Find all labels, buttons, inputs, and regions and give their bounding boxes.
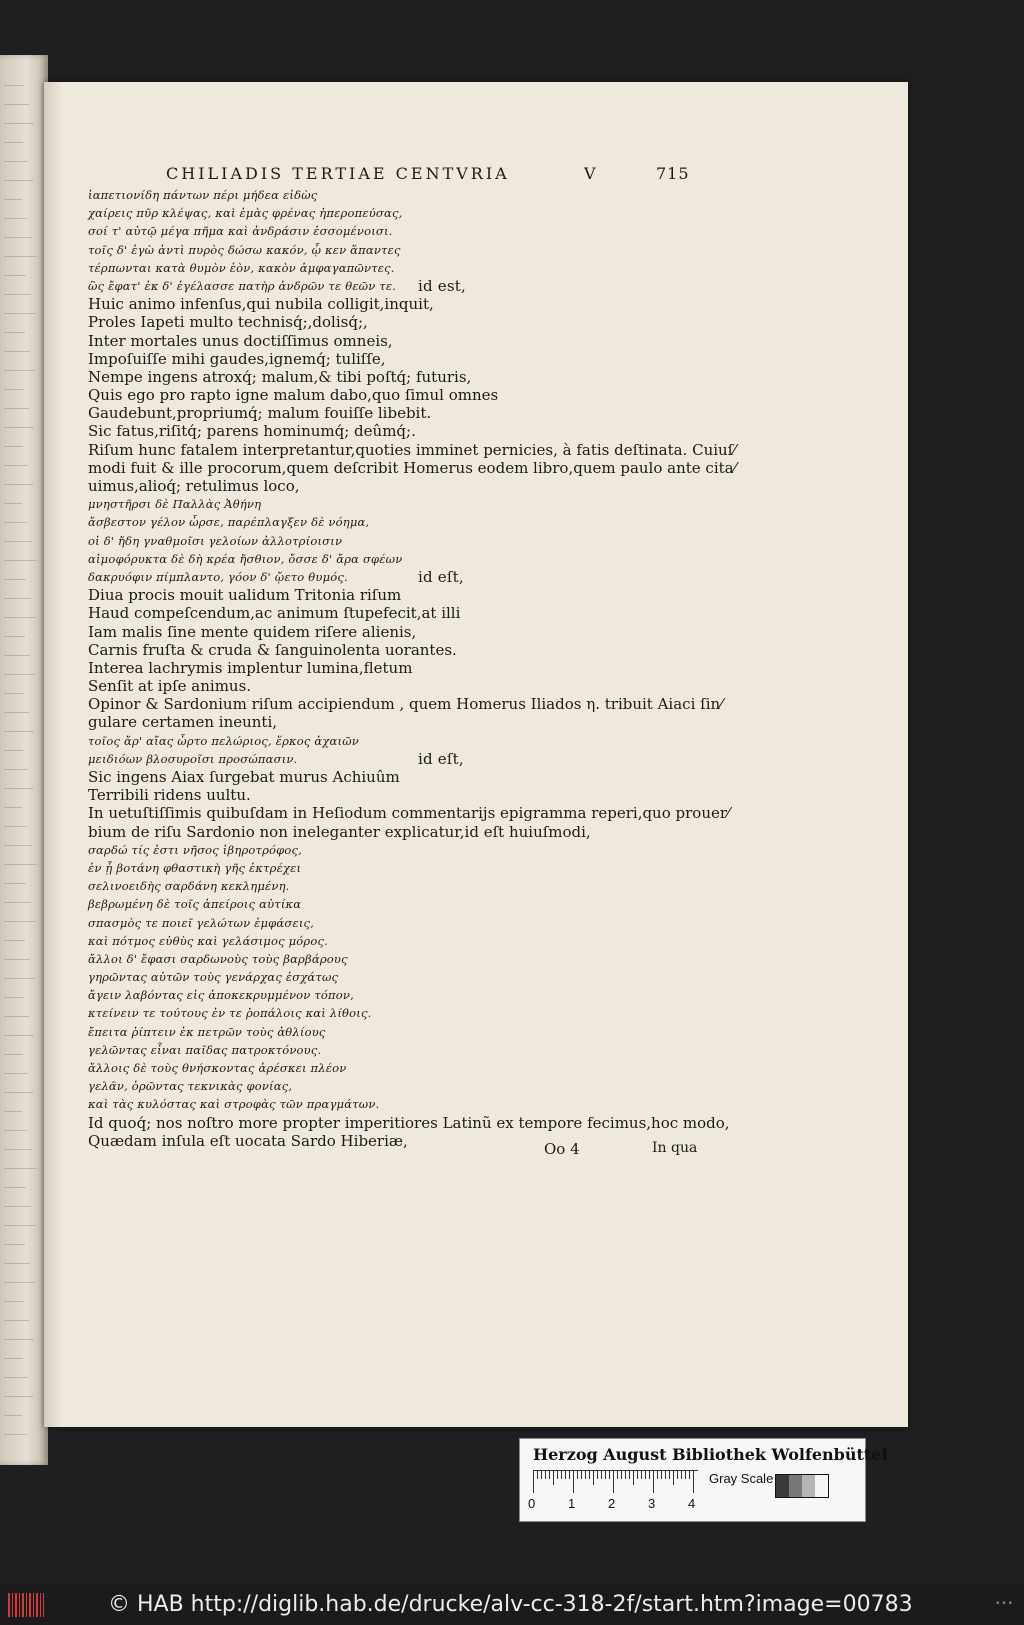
greek-verse-line (88, 513, 728, 531)
gray-scale-swatch (775, 1474, 829, 1498)
ruler-tick (633, 1471, 634, 1485)
line-text: Huic animo infenſus,qui nubila colligit,inquit, (88, 295, 434, 314)
bleed-through-line (4, 560, 37, 561)
line-text: ἐν ᾗ βοτάνη φθαστικὴ γῆς ἐκτρέχει (88, 860, 302, 875)
line-text: modi fuit & ille procorum,quem deſcribit Homerus eodem libro,quem paulo ante cita⁄ (88, 458, 737, 477)
running-head (44, 164, 908, 188)
line-text: Interea lachrymis implentur lumina,fletum (88, 658, 413, 677)
ruler-number: 0 (528, 1496, 536, 1511)
ruler-tick (537, 1471, 538, 1479)
greek-verse-line (88, 568, 728, 586)
running-head-title: CHILIADIS TERTIAE CENTVRIA (166, 164, 510, 183)
latin-text-line (88, 623, 728, 641)
bleed-through-line (4, 997, 24, 998)
signature-mark: Oo 4 (544, 1140, 580, 1158)
bleed-through-line (4, 427, 34, 428)
page-number: 715 (656, 164, 690, 183)
ruler-tick (545, 1471, 546, 1479)
line-text: Sic ingens Aiax ſurgebat murus Achiuûm (88, 768, 400, 786)
ruler-tick (593, 1471, 594, 1485)
bleed-through-line (4, 332, 25, 333)
greek-verse-line (88, 895, 728, 913)
latin-text-line (88, 477, 728, 495)
line-text: Inter mortales unus doctiſſimus omneis, (88, 331, 393, 350)
bleed-through-line (4, 465, 28, 466)
ruler-tick (605, 1471, 606, 1479)
ruler-tick (681, 1471, 682, 1479)
line-text: σελινοειδὴς σαρδάνη κεκλημένη. (88, 879, 290, 894)
bleed-through-line (4, 617, 36, 618)
ruler-tick (661, 1471, 662, 1479)
greek-verse-line (88, 950, 728, 968)
line-text: καὶ τὰς κυλόστας καὶ στροφὰς τῶν πραγμάτων. (88, 1097, 380, 1112)
bleed-through-line (4, 1073, 28, 1074)
greek-verse-line (88, 1004, 728, 1022)
bleed-through-line (4, 180, 33, 181)
latin-text-line (88, 804, 728, 822)
id-est-note: id est, (418, 276, 466, 295)
greek-verse-line (88, 968, 728, 986)
line-text: καὶ πότμος εὐθὺς καὶ γελάσιμος μόρος. (88, 933, 328, 948)
bleed-through-line (4, 655, 30, 656)
greek-verse-line (88, 259, 728, 277)
greek-verse-line (88, 932, 728, 950)
ruler-tick (597, 1471, 598, 1479)
greek-verse-line (88, 1023, 728, 1041)
line-text: γελῶντας εἶναι παῖδας πατροκτόνους. (88, 1042, 322, 1057)
line-text: ἄλλοις δὲ τοὺς θνήσκοντας ἀρέσκει πλέον (88, 1061, 347, 1075)
ruler-tick (569, 1471, 570, 1479)
line-text: μνηστῆρσι δὲ Παλλὰς Ἀθήνη (88, 497, 262, 512)
line-text: δακρυόφιν πίμπλαντο, γόον δ' ᾤετο θυμός. (88, 569, 348, 584)
bleed-through-line (4, 845, 32, 846)
ruler-tick (533, 1471, 534, 1493)
line-text: ὣς ἔφατ' ἐκ δ' ἐγέλασσε πατὴρ ἀνδρῶν τε θεῶν τε. (88, 278, 397, 293)
bleed-through-line (4, 1054, 23, 1055)
line-text: Iam malis ſine mente quidem riſere alienis, (88, 622, 417, 641)
bleed-through-line (4, 959, 30, 960)
ruler-tick (669, 1471, 670, 1479)
line-text: σαρδώ τίς ἐστι νῆσος ἰβηροτρόφος, (88, 842, 303, 857)
latin-text-line (88, 332, 728, 350)
line-text: Opinor & Sardonium riſum accipiendum , quem Homerus Iliados η. tribuit Aiaci ſin⁄ (88, 695, 723, 714)
bleed-through-line (4, 750, 23, 751)
gray-swatch (776, 1475, 789, 1497)
library-name: Herzog August Bibliothek Wolfenbüttel (533, 1445, 888, 1464)
ruler-tick (585, 1471, 586, 1479)
latin-text-line (88, 386, 728, 404)
bleed-through-line (4, 199, 22, 200)
ruler-number: 2 (608, 1496, 616, 1511)
line-text: γηρῶντας αὐτῶν τοὺς γενάρχας ἐσχάτως (88, 970, 339, 985)
ruler-tick (685, 1471, 686, 1479)
left-page-edge (0, 55, 48, 1465)
greek-verse-line (88, 550, 728, 568)
latin-text-line (88, 695, 728, 713)
greek-verse-line (88, 186, 728, 204)
greek-verse-line (88, 914, 728, 932)
latin-text-line (88, 659, 728, 677)
line-text: ἰαπετιονίδη πάντων πέρι μήδεα εἰδὼς (88, 188, 318, 202)
ruler-tick (693, 1471, 694, 1493)
bleed-through-line (4, 579, 26, 580)
bleed-through-line (4, 294, 31, 295)
bleed-through-line (4, 351, 30, 352)
book-page (44, 82, 908, 1427)
bleed-through-line (4, 921, 36, 922)
bleed-through-line (4, 864, 37, 865)
line-text: Quædam inſula eſt uocata Sardo Hiberiæ, (88, 1131, 408, 1150)
greek-verse-line (88, 859, 728, 877)
latin-text-line (88, 586, 728, 604)
bleed-through-line (4, 1225, 36, 1226)
latin-text-line (88, 440, 736, 459)
line-text: Id quoq́; nos noſtro more propter imperitiores Latinũ ex tempore fecimus,hoc modo, (88, 1113, 730, 1132)
latin-text-line (88, 313, 728, 331)
line-text: Impoſuiſſe mihi gaudes,ignemq́; tuliſſe, (88, 349, 386, 368)
line-text: τοῖος ἄρ' αἴας ὦρτο πελώριος, ἕρκος ἀχαιῶν (88, 733, 359, 748)
greek-verse-line (88, 495, 728, 513)
bleed-through-line (4, 883, 26, 884)
ruler-numbers (528, 1496, 708, 1514)
scale-ruler (533, 1470, 698, 1497)
bleed-through-line (4, 1339, 34, 1340)
bleed-through-line (4, 541, 32, 542)
bleed-through-line (4, 1092, 33, 1093)
bleed-through-line (4, 218, 27, 219)
greek-verse-line (88, 841, 728, 859)
greek-verse-line (88, 732, 728, 750)
ruler-tick (621, 1471, 622, 1479)
ruler-tick (541, 1471, 542, 1479)
ruler-tick (677, 1471, 678, 1479)
bleed-through-line (4, 484, 33, 485)
line-text: Sic fatus,riſitq́; parens hominumq́; deûmq́;. (88, 422, 416, 441)
line-text: Gaudebunt,propriumq́; malum fouiſſe libebit. (88, 404, 432, 423)
latin-text-line (88, 422, 728, 440)
bleed-through-line (4, 237, 32, 238)
ruler-tick (617, 1471, 618, 1479)
line-text: Carnis fruſta & cruda & ſanguinolenta uorantes. (88, 640, 457, 659)
line-text: κτείνειν τε τούτους ἐν τε ῥοπάλοις καὶ λίθοις. (88, 1006, 372, 1021)
line-text: In uetuſtiſſimis quibuſdam in Heſiodum commentarijs epigramma reperi,quo prouer⁄ (88, 804, 730, 823)
line-text: μειδιόων βλοσυροῖσι προσώπασιν. (88, 751, 298, 766)
ruler-tick (581, 1471, 582, 1479)
latin-text-line (88, 641, 728, 659)
greek-verse-line (88, 241, 728, 259)
line-text: σοί τ' αὐτῷ μέγα πῆμα καὶ ἀνδράσιν ἐσσομένοισι. (88, 224, 393, 239)
bleed-through-line (4, 1415, 22, 1416)
ruler-tick (689, 1471, 690, 1479)
ruler-tick (637, 1471, 638, 1479)
greek-verse-line (88, 1077, 728, 1095)
greek-verse-line (88, 204, 728, 222)
bleed-through-line (4, 104, 29, 105)
ruler-tick (549, 1471, 550, 1479)
bleed-through-line (4, 826, 27, 827)
line-text: Proles Iapeti multo technisq́;,dolisq́;, (88, 313, 368, 332)
library-color-card (519, 1438, 888, 1522)
greek-verse-line (88, 532, 728, 550)
bleed-through-line (4, 598, 31, 599)
ruler-tick (553, 1471, 554, 1485)
bleed-through-line (4, 1035, 34, 1036)
greek-verse-line (88, 750, 728, 768)
bleed-through-line (4, 446, 23, 447)
line-text: bium de riſu Sardonio non ineleganter explicatur,id eſt huiuſmodi, (88, 822, 591, 841)
line-text: gulare certamen ineunti, (88, 713, 278, 732)
bleed-through-line (4, 1187, 26, 1188)
line-text: χαίρεις πῦρ κλέψας, καὶ ἐμὰς φρένας ἠπεροπεύσας, (88, 206, 403, 221)
bleed-through-line (4, 123, 34, 124)
latin-text-line (88, 786, 728, 804)
catchword: In qua (652, 1140, 698, 1156)
bleed-through-line (4, 769, 28, 770)
text-block (88, 186, 737, 1150)
bleed-through-line (4, 1282, 35, 1283)
latin-text-line (88, 768, 728, 786)
latin-text-line (88, 404, 728, 422)
ruler-tick (657, 1471, 658, 1479)
line-text: Quis ego pro rapto igne malum dabo,quo ſimul omnes (88, 386, 499, 405)
greek-verse-line (88, 1059, 728, 1077)
bleed-through-line (4, 1149, 32, 1150)
line-text: Diua procis mouit ualidum Tritonia riſum (88, 586, 402, 605)
line-text: ἄγειν λαβόντας εἰς ἀποκεκρυμμένον τόπον, (88, 988, 354, 1003)
ruler-tick (557, 1471, 558, 1479)
line-text: Haud compeſcendum,ac animum ſtupefecit,at illi (88, 604, 461, 623)
bleed-through-line (4, 256, 37, 257)
bleed-through-line (4, 313, 36, 314)
bleed-through-line (4, 85, 24, 86)
latin-text-line (88, 677, 728, 695)
line-text: Senſit at ipſe animus. (88, 677, 252, 696)
page-footer (44, 1140, 908, 1160)
ruler-number: 3 (648, 1496, 656, 1511)
hab-logo-icon (8, 1593, 44, 1617)
bleed-through-line (4, 275, 26, 276)
bleed-through-line (4, 1244, 25, 1245)
ruler-tick (577, 1471, 578, 1479)
line-text: γελᾶν, ὁρῶντας τεκνικὰς φονίας, (88, 1079, 293, 1094)
latin-text-line (88, 295, 728, 313)
bleed-through-line (4, 636, 25, 637)
ruler-tick (629, 1471, 630, 1479)
line-text: Terribili ridens uultu. (88, 786, 251, 805)
bleed-through-line (4, 1396, 33, 1397)
line-text: σπασμὸς τε ποιεῖ γελώτων ἐμφάσεις, (88, 915, 315, 930)
gray-swatch (802, 1475, 815, 1497)
latin-text-line (88, 368, 728, 386)
bleed-through-line (4, 1301, 24, 1302)
greek-verse-line (88, 277, 728, 295)
latin-text-line (88, 604, 728, 622)
ruler-tick (653, 1471, 654, 1493)
ruler-tick (573, 1471, 574, 1493)
line-text: βεβρωμένη δὲ τοῖς ἀπείροις αὐτίκα (88, 897, 302, 912)
line-text: uimus,alioq́; retulimus loco, (88, 477, 300, 495)
ruler-tick (561, 1471, 562, 1479)
bleed-through-line (4, 1111, 22, 1112)
ruler-tick (645, 1471, 646, 1479)
bleed-through-line (4, 1016, 29, 1017)
ruler-tick (609, 1471, 610, 1479)
bleed-through-line (4, 389, 24, 390)
status-bar (0, 1585, 1024, 1625)
bleed-through-line (4, 1206, 31, 1207)
gray-swatch (789, 1475, 802, 1497)
greek-verse-line (88, 1041, 728, 1059)
line-text: ἄλλοι δ' ἔφασι σαρδωνοὺς τοὺς βαρβάρους (88, 951, 348, 966)
ruler-tick (613, 1471, 614, 1493)
bleed-through-line (4, 503, 22, 504)
ruler-tick (601, 1471, 602, 1479)
bleed-through-line (4, 142, 23, 143)
latin-text-line (88, 713, 728, 731)
source-url[interactable]: © HAB http://diglib.hab.de/drucke/alv-cc-318-2f/start.htm?image=00783 (108, 1592, 913, 1617)
bleed-through-line (4, 978, 35, 979)
id-est-note: id eſt, (418, 749, 464, 768)
line-text: Nempe ingens atroxq́; malum,& tibi poſtq́; futuris, (88, 367, 472, 386)
latin-text-line (88, 823, 728, 841)
bleed-through-line (4, 807, 22, 808)
id-est-note: id eſt, (418, 567, 464, 586)
gray-scale-label: Gray Scale (709, 1471, 774, 1486)
gray-swatch (815, 1475, 828, 1497)
ruler-tick (625, 1471, 626, 1479)
ruler-tick (589, 1471, 590, 1479)
greek-verse-line (88, 986, 728, 1004)
bleed-through-line (4, 788, 33, 789)
bleed-through-line (4, 1320, 29, 1321)
ruler-tick (673, 1471, 674, 1485)
line-text: τοῖς δ' ἐγὼ ἀντὶ πυρὸς δώσω κακόν, ᾧ κεν ἅπαντες (88, 242, 401, 257)
line-text: τέρπωνται κατὰ θυμὸν ἑὸν, κακὸν ἀμφαγαπῶντες. (88, 260, 395, 275)
line-text: οἱ δ' ἤδη γναθμοῖσι γελοίων ἀλλοτρίοισιν (88, 533, 343, 548)
bleed-through-line (4, 731, 34, 732)
bleed-through-line (4, 1130, 27, 1131)
latin-text-line (88, 458, 737, 477)
greek-verse-line (88, 222, 728, 240)
bleed-through-line (4, 712, 29, 713)
bleed-through-line (4, 1168, 37, 1169)
running-head-section: V (584, 164, 599, 183)
ruler-number: 1 (568, 1496, 576, 1511)
ruler-tick (665, 1471, 666, 1479)
ruler-tick (565, 1471, 566, 1479)
status-dots: ••• (995, 1599, 1014, 1609)
bleed-through-line (4, 693, 24, 694)
line-text: ἄσβεστον γέλον ὦρσε, παρέπλαγξεν δὲ νόημα, (88, 515, 370, 530)
bleed-through-line (4, 522, 27, 523)
bleed-through-line (4, 161, 28, 162)
bleed-through-line (4, 674, 35, 675)
line-text: ἔπειτα ῥίπτειν ἐκ πετρῶν τοὺς ἀθλίους (88, 1024, 326, 1039)
bleed-through-line (4, 1263, 30, 1264)
bleed-through-line (4, 1358, 23, 1359)
latin-text-line (88, 1114, 728, 1132)
greek-verse-line (88, 877, 728, 895)
line-text: αἱμοφόρυκτα δὲ δὴ κρέα ἤσθιον, ὄσσε δ' ἄρα σφέων (88, 551, 403, 566)
greek-verse-line (88, 1095, 728, 1113)
ruler-number: 4 (688, 1496, 696, 1511)
bleed-through-line (4, 408, 29, 409)
bleed-through-line (4, 1377, 28, 1378)
bleed-through-line (4, 940, 25, 941)
line-text: Riſum hunc fatalem interpretantur,quoties imminet pernicies, à fatis deſtinata. Cuiuſ⁄ (88, 440, 736, 459)
ruler-tick (649, 1471, 650, 1479)
ruler-tick (641, 1471, 642, 1479)
bleed-through-line (4, 902, 31, 903)
bleed-through-line (4, 370, 35, 371)
bleed-through-line (4, 1434, 27, 1435)
latin-text-line (88, 350, 728, 368)
